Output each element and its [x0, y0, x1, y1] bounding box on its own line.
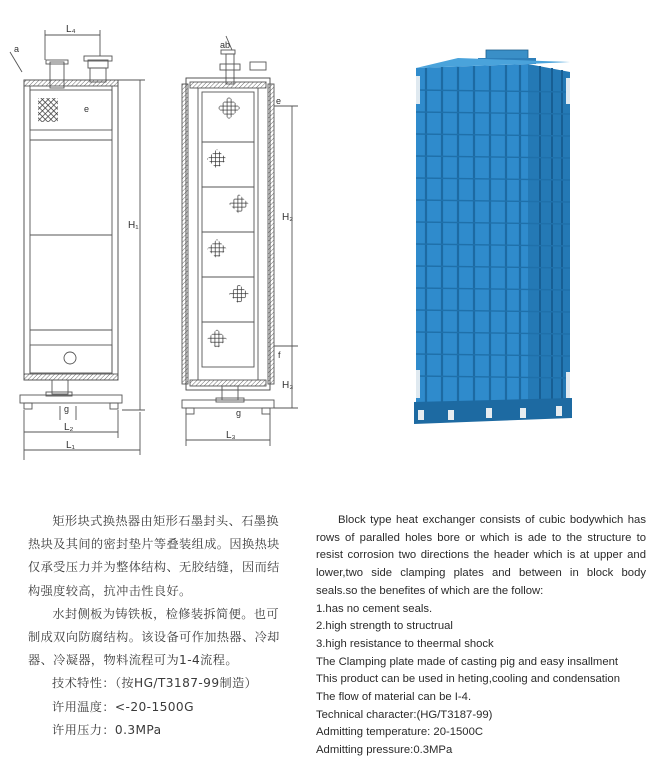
english-description	[316, 512, 646, 760]
label-g-left: g	[64, 404, 70, 414]
label-L1: L₁	[66, 440, 75, 451]
label-e-mid: e	[276, 96, 282, 106]
side-view-drawing	[10, 30, 145, 460]
label-a: a	[14, 44, 20, 54]
english-benefit-1: 1.has no cement seals.	[316, 602, 433, 615]
english-pressure: Admitting pressure:0.3MPa	[316, 744, 453, 757]
chinese-spec-temperature: 许用温度：<-20-1500G	[52, 699, 194, 714]
english-usage: This product can be used in heting,cooling and condensation	[316, 673, 620, 686]
label-f: f	[278, 350, 281, 360]
chinese-spec-standard: 技术特性：（按HG/T3187-99制造）	[52, 676, 258, 691]
chinese-paragraph-1: 矩形块式换热器由矩形石墨封头、石墨换热块及其间的密封垫片等叠装组成。因换热块仅承受压力并为整体结构、无胶结缝，因而结构强度较高，抗冲击性良好。	[28, 514, 280, 598]
chinese-paragraph-2: 水封侧板为铸铁板，检修装拆简便。也可制成双向防腐结构。该设备可作加热器、冷却器、冷凝器，物料流程可为1-4流程。	[28, 606, 280, 668]
label-H3: H₃	[282, 380, 294, 391]
english-benefit-3: 3.high resistance to theermal shock	[316, 637, 494, 650]
heat-exchanger-photo	[414, 50, 572, 424]
label-g-mid: g	[236, 408, 242, 418]
english-technical: Technical character:(HG/T3187-99)	[316, 708, 493, 721]
graphite-block-diamonds	[207, 97, 249, 349]
english-flow: The flow of material can be I-4.	[316, 691, 472, 704]
label-e-left: e	[84, 104, 90, 114]
label-H1: H₁	[128, 220, 139, 231]
english-benefit-2: 2.high strength to structrual	[316, 620, 453, 633]
label-H2: H₂	[282, 212, 294, 223]
chinese-spec-pressure: 许用压力：0.3MPa	[52, 722, 162, 737]
chinese-description	[28, 510, 290, 742]
english-intro: Block type heat exchanger consists of cubic bodywhich has rows of paralled holes bore or which is ade to the structure to resist corrosion two directions the header which is at upper and lower,two side clamping plates and between in block body seals.so the benefites of which are the follow:	[316, 514, 646, 597]
label-L2: L₂	[64, 422, 74, 433]
english-clamping-plate: The Clamping plate made of casting pig and easy insallment	[316, 655, 619, 668]
english-temperature: Admitting temperature: 20-1500C	[316, 726, 484, 739]
label-ab: ab	[220, 40, 231, 50]
label-L4: L₄	[66, 24, 76, 35]
label-L3: L₃	[226, 430, 236, 441]
